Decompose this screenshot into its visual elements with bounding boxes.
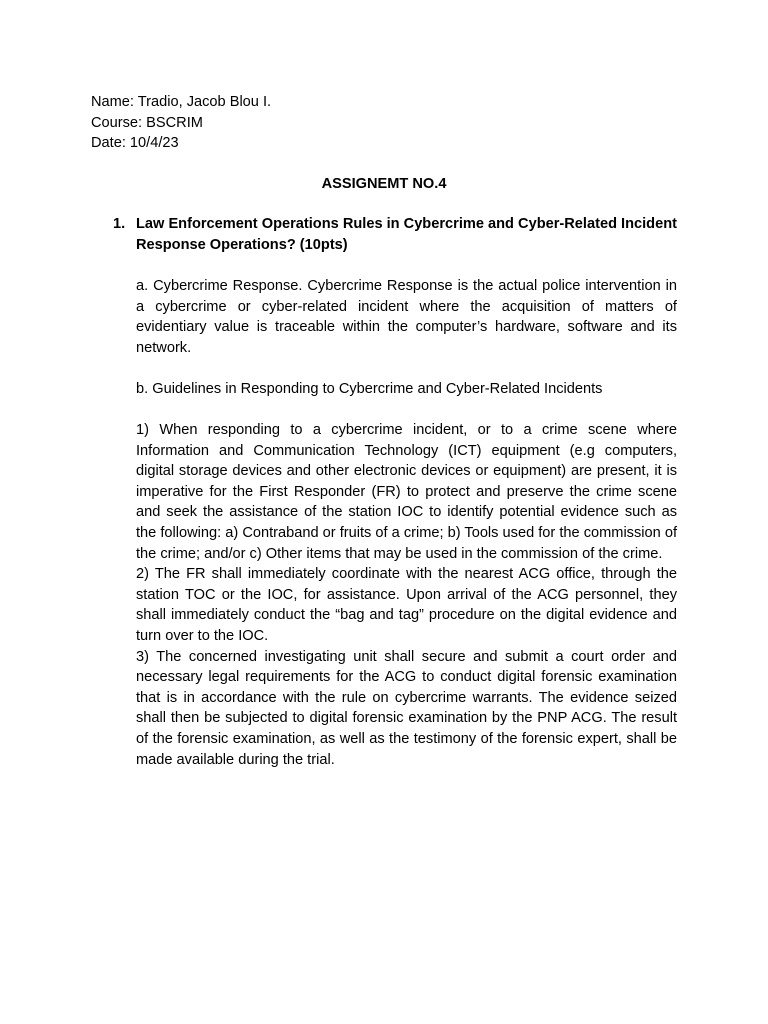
student-info bbox=[91, 92, 491, 154]
assignment-date: Date: 10/4/23 bbox=[91, 135, 179, 152]
student-course: Course: BSCRIM bbox=[91, 114, 203, 131]
guideline-item: 1) When responding to a cybercrime incident, or to a crime scene where Information and Communication Technology (ICT) equipment (e.g computers, digital storage devices and other electronic devices or equipment) are present, it is imperative for the First Responder (FR) to protect and preserve the crime scene and seek the assistance of the station IOC to identify potential evidence such as the following: a) Contraband or fruits of a crime; b) Tools used for the commission of the crime; and/or c) Other items that may be used in the commission of the crime. bbox=[136, 422, 677, 562]
paragraph-guidelines-heading: b. Guidelines in Responding to Cybercrime and Cyber-Related Incidents bbox=[136, 381, 603, 397]
student-name: Name: Tradio, Jacob Blou I. bbox=[91, 94, 272, 110]
guideline-item: 2) The FR shall immediately coordinate with the nearest ACG office, through the station TOC or the IOC, for assistance. Upon arrival of the ACG personnel, they shall immediately conduct the “bag and tag” procedure on the digital evidence and turn over to the IOC. bbox=[136, 566, 677, 644]
assignment-title: ASSIGNEMT NO.4 bbox=[321, 176, 447, 192]
guidelines-list bbox=[136, 420, 677, 770]
question-number: 1. bbox=[113, 216, 126, 232]
paragraph-cybercrime-response: a. Cybercrime Response. Cybercrime Response is the actual police intervention in a cybercrime or cyber-related incident where the acquisition of matters of evidentiary value is traceable within the computer’s hardware, software and its network. bbox=[136, 278, 677, 356]
guideline-item: 3) The concerned investigating unit shall secure and submit a court order and necessary legal requirements for the ACG to conduct digital forensic examination that is in accordance with the rule on cybercrime warrants. The evidence seized shall then be subjected to digital forensic examination by the PNP ACG. The result of the forensic examination, as well as the testimony of the forensic expert, shall be made available during the trial. bbox=[136, 648, 677, 768]
question-text: Law Enforcement Operations Rules in Cybercrime and Cyber-Related Incident Response Operations? (10pts) bbox=[136, 216, 677, 253]
